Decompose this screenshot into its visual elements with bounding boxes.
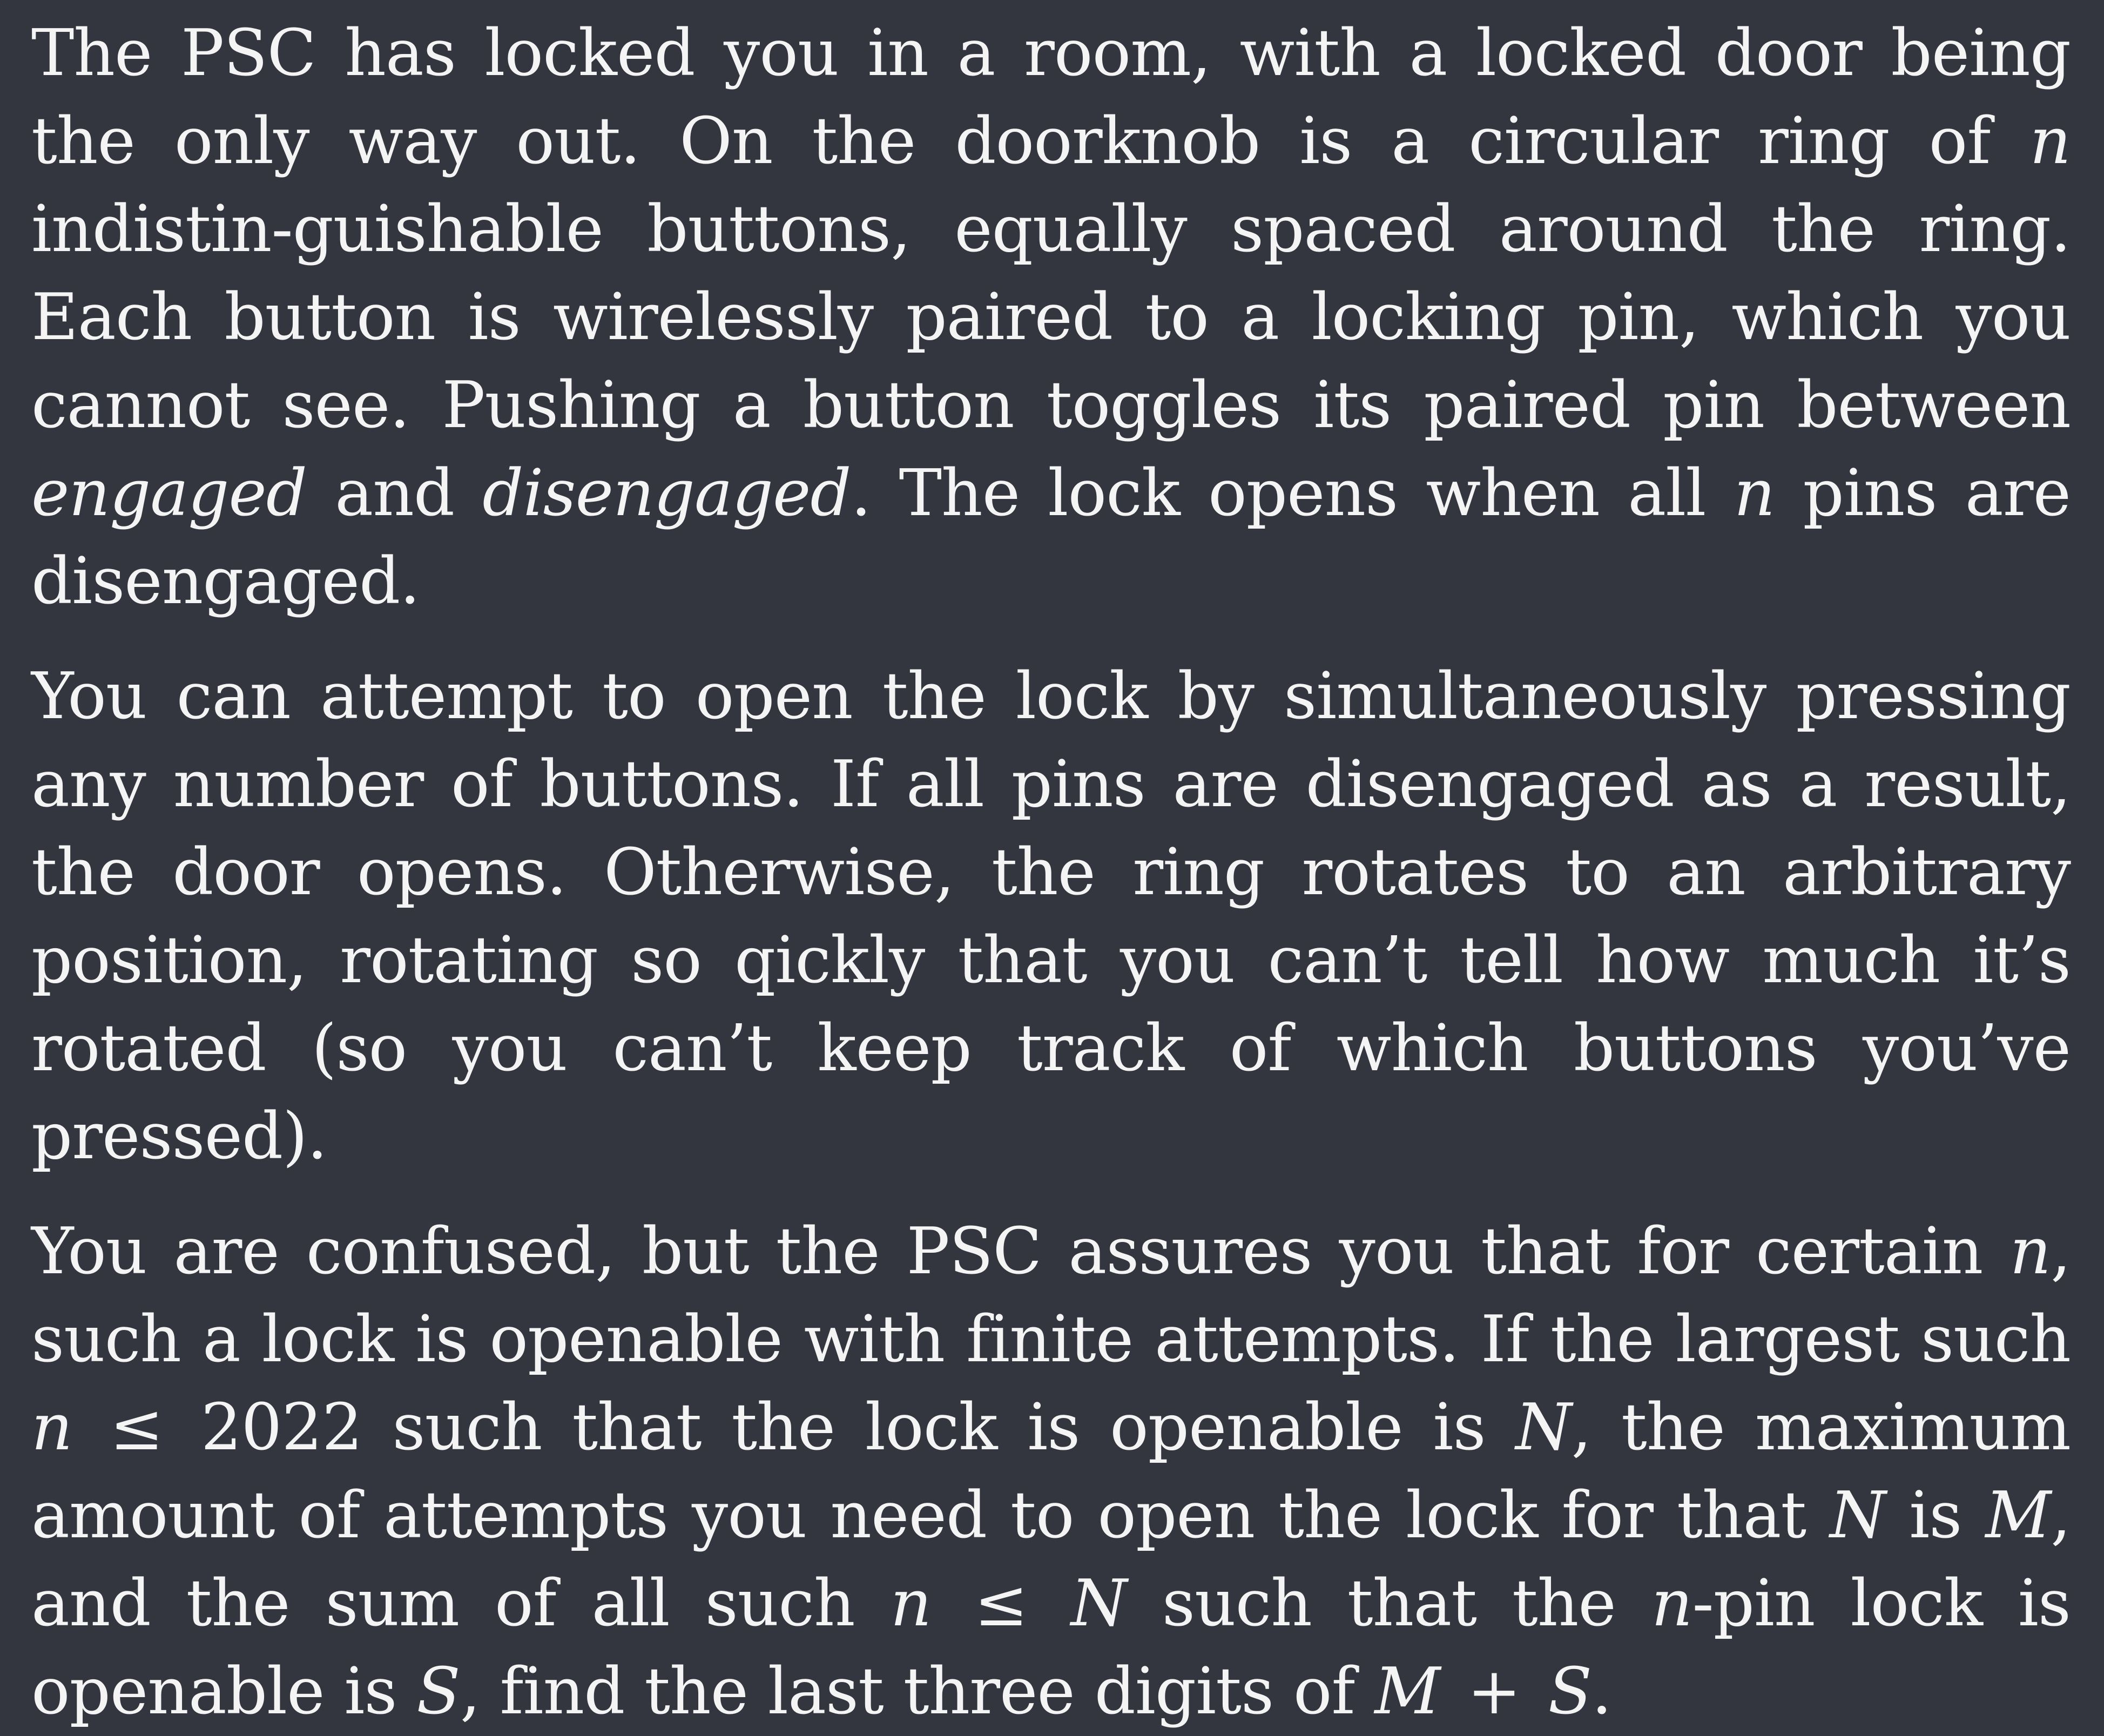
math-variable: n <box>2029 104 2071 179</box>
math-variable: M <box>1985 1478 2051 1553</box>
text-segment: pins are disengaged. <box>31 456 2071 619</box>
math-operator: + <box>1447 1654 1541 1729</box>
text-segment: . The lock opens when all <box>851 456 1734 531</box>
math-variable: N <box>1830 1478 1886 1553</box>
math-variable: n <box>31 1390 72 1465</box>
text-segment: . <box>1592 1654 1611 1729</box>
text-segment: and <box>306 456 483 531</box>
text-segment: You can attempt to open the lock by simultaneously pressing any number of buttons. If all pins are disengaged as a result, the door opens. Otherwise, the ring rotates to an arbitrary position, rotating so qickly that you can’t tell how much it’s rotated (so you can’t keep track of which buttons you’ve pressed). <box>31 659 2071 1174</box>
text-segment: You are confused, but the PSC assures you that for certain <box>31 1214 2010 1289</box>
text-segment: , and the sum of all such <box>31 1478 2071 1641</box>
math-operator: ≤ <box>939 1566 1063 1641</box>
math-variable: N <box>1070 1566 1127 1641</box>
text-segment: The PSC has locked you in a room, with a locked door being the only way out. On the doorknob is a circular ring of <box>31 16 2071 179</box>
math-variable: n <box>2009 1214 2051 1289</box>
text-segment: such that the <box>1126 1566 1651 1641</box>
paragraph-2 <box>31 653 2071 1181</box>
text-segment: indistin-guishable buttons, equally spaced around the ring. Each button is wirelessly paired to a locking pin, which you cannot see. Pushing a button toggles its paired pin between <box>31 192 2071 443</box>
math-variable: n <box>890 1566 932 1641</box>
math-variable: n <box>1734 456 1775 531</box>
text-segment: , find the last three digits of <box>460 1654 1375 1729</box>
emphasis-text: disengaged <box>482 456 851 531</box>
math-variable: n <box>1651 1566 1692 1641</box>
text-segment: is <box>1885 1478 1986 1553</box>
text-segment: , the maximum amount of attempts you need to open the lock for that <box>31 1390 2071 1553</box>
text-segment: , such a lock is openable with finite attempts. If the largest such <box>31 1214 2071 1377</box>
math-variable: M <box>1374 1654 1440 1729</box>
math-variable: N <box>1515 1390 1572 1465</box>
paragraph-1 <box>31 10 2071 626</box>
paragraph-3 <box>31 1208 2071 1736</box>
math-variable: S <box>1548 1654 1592 1729</box>
math-variable: S <box>416 1654 460 1729</box>
text-segment: 2022 such that the lock is openable is <box>200 1390 1516 1465</box>
math-operator: ≤ <box>79 1390 193 1465</box>
emphasis-text: engaged <box>31 456 307 531</box>
text-segment: -pin lock is openable is <box>31 1566 2071 1729</box>
